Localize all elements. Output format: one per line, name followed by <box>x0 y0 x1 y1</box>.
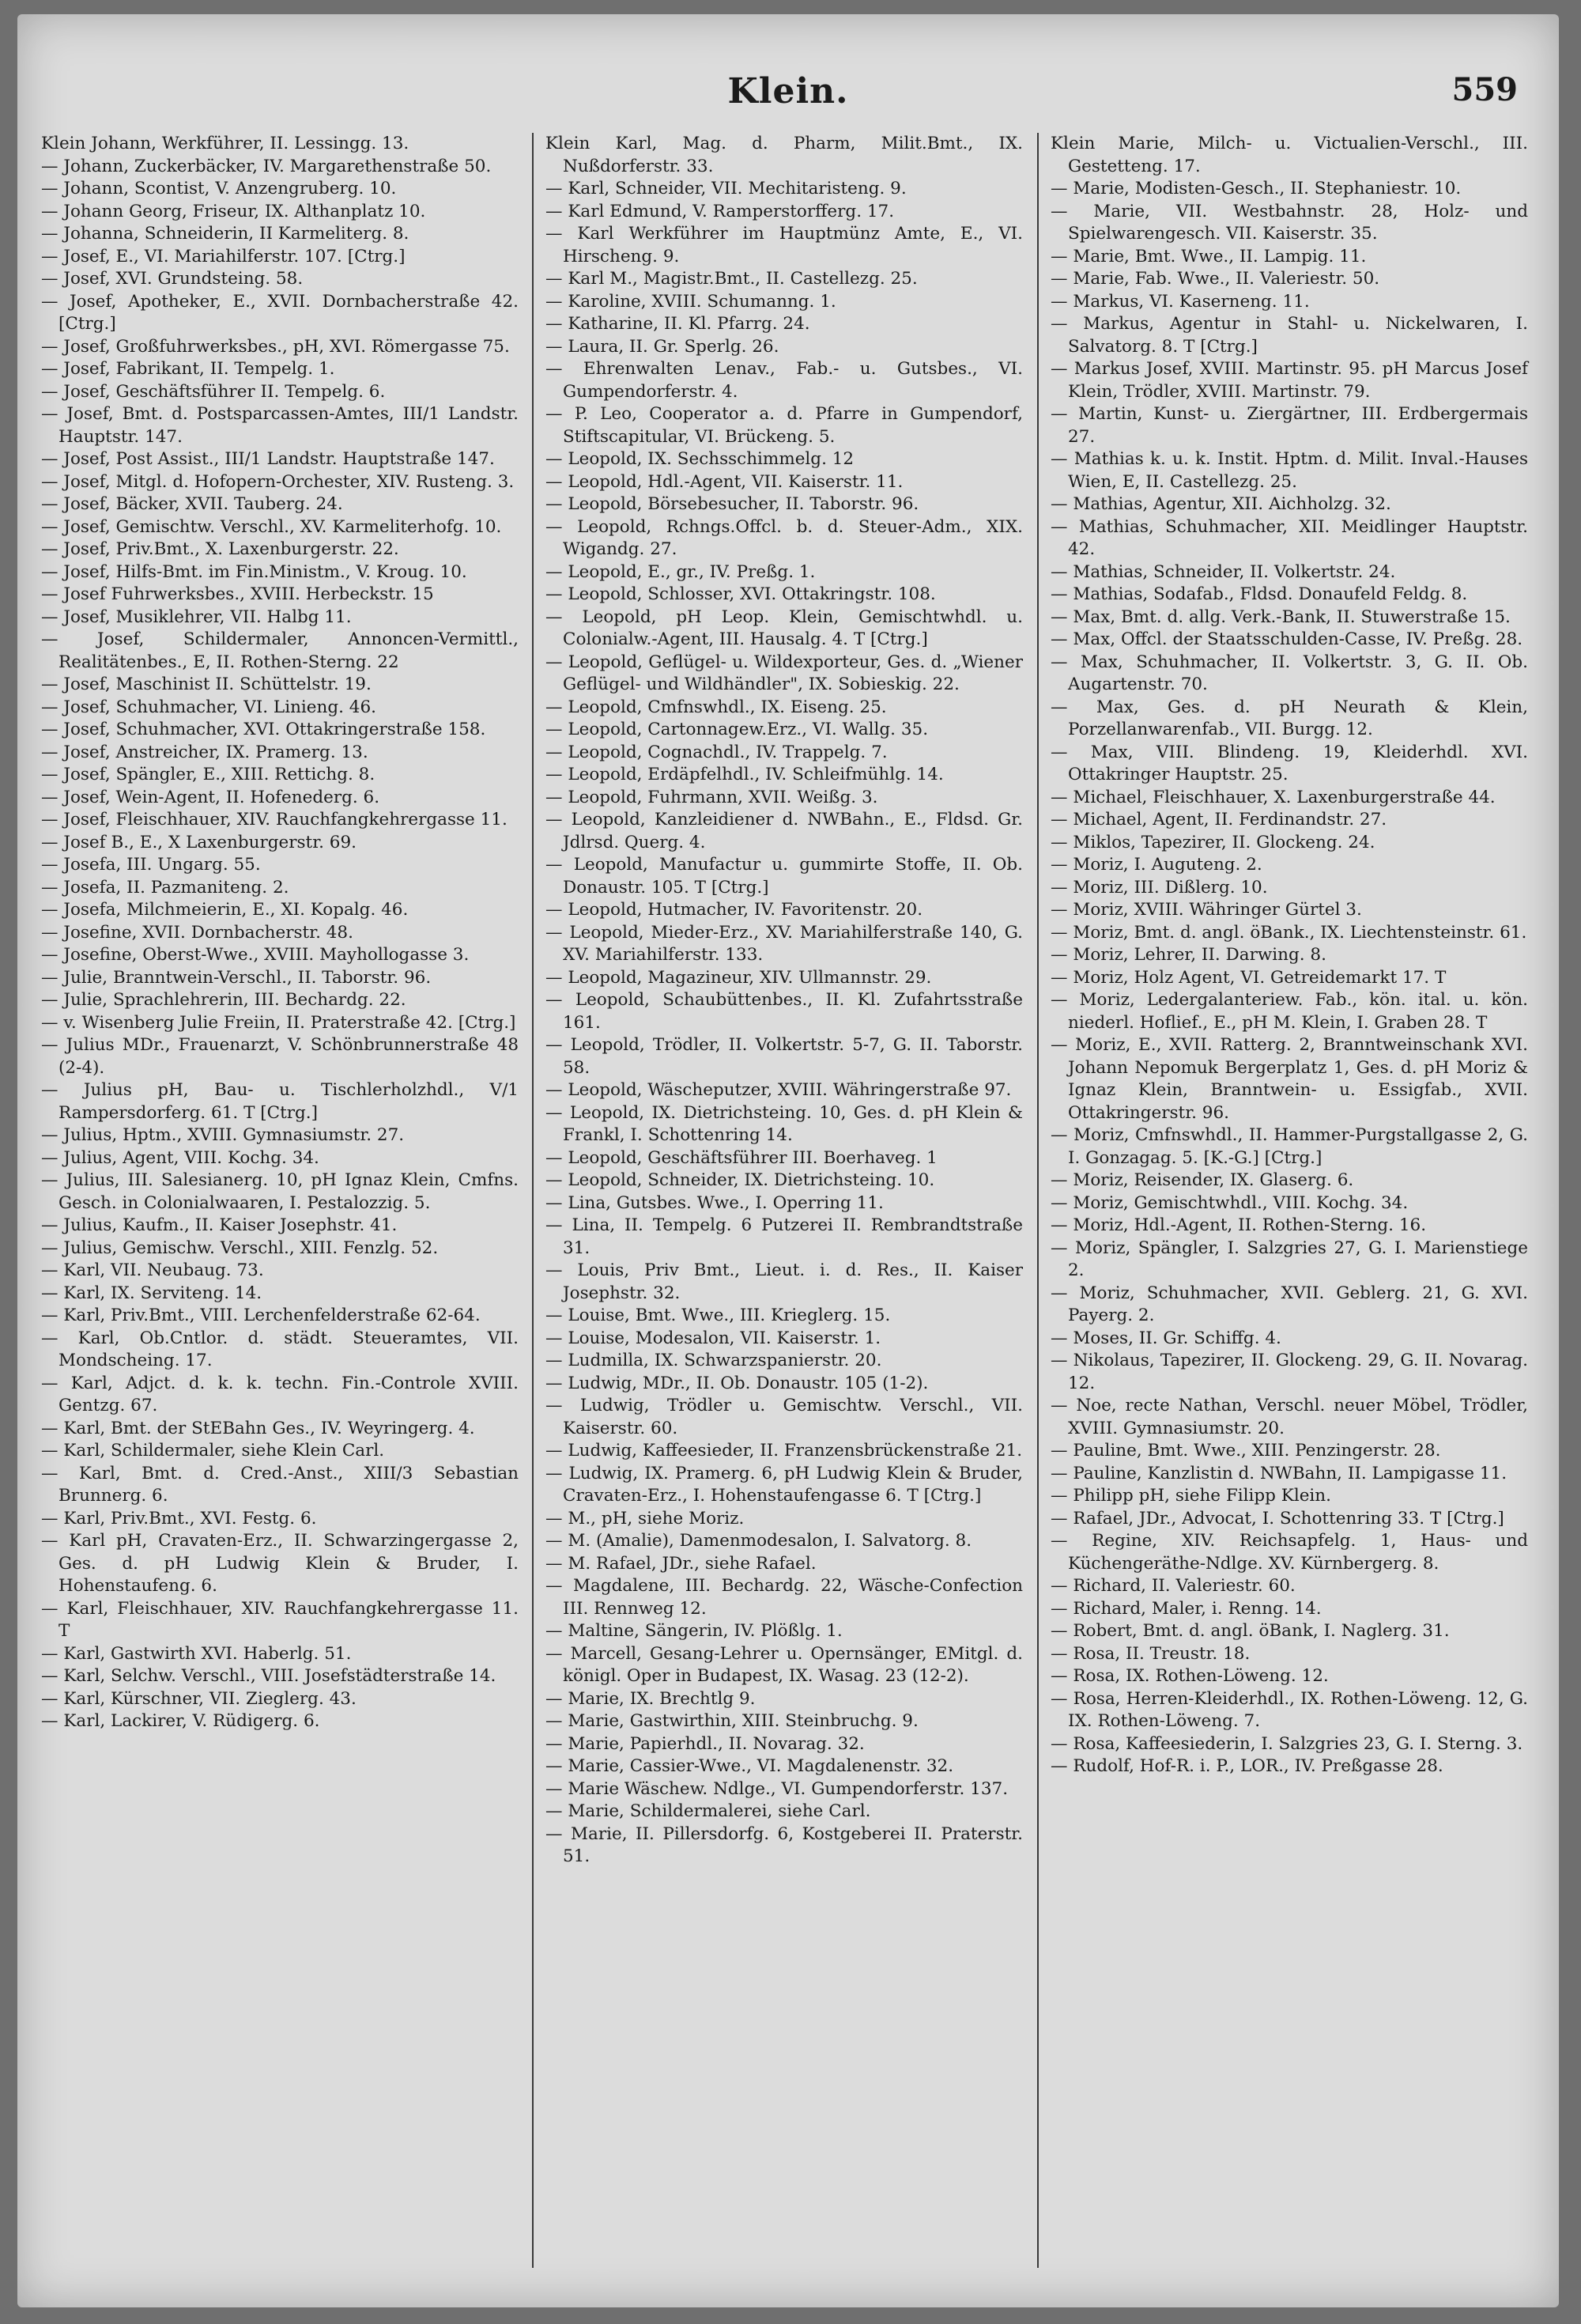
directory-entry: — Marie, VII. Westbahnstr. 28, Holz- und Spielwarengesch. VII. Kaiserstr. 35. <box>1051 201 1528 244</box>
directory-entry: — Louise, Bmt. Wwe., III. Krieglerg. 15. <box>545 1306 891 1325</box>
directory-entry: — M., pH, siehe Moriz. <box>545 1508 745 1529</box>
directory-entry: — Josefa, Milchmeierin, E., XI. Kopalg. 46. <box>41 900 409 920</box>
directory-entry: — Leopold, Hutmacher, IV. Favoritenstr. 20. <box>545 900 923 920</box>
directory-entry: — Karl, Gastwirth XVI. Haberlg. 51. <box>41 1643 352 1664</box>
directory-entry: — Karl Edmund, V. Ramperstorfferg. 17. <box>545 201 895 221</box>
directory-entry: — Moriz, III. Dißlerg. 10. <box>1051 877 1268 897</box>
directory-entry: — Mathias, Schuhmacher, XII. Meidlinger Hauptstr. 42. <box>1051 516 1528 559</box>
directory-entry: — Marie, Cassier-Wwe., VI. Magdalenenstr. 32. <box>545 1756 954 1776</box>
directory-entry: — Mathias k. u. k. Instit. Hptm. d. Milit. Inval.-Hauses Wien, E, II. Castellezg. 25. <box>1051 449 1528 492</box>
directory-entry: — Louis, Priv Bmt., Lieut. i. d. Res., II. Kaiser Josephstr. 32. <box>545 1260 1023 1303</box>
column-3 <box>1051 133 1531 2284</box>
directory-entry: — Moriz, Hdl.-Agent, II. Rothen-Sterng. 16. <box>1051 1215 1427 1235</box>
page-number: 559 <box>1451 71 1518 108</box>
directory-entry: — Nikolaus, Tapezirer, II. Glockeng. 29, G. II. Novarag. 12. <box>1051 1351 1528 1393</box>
directory-entry: — Leopold, Erdäpfelhdl., IV. Schleifmühlg. 14. <box>545 765 944 784</box>
directory-entry: — Marie Wäschew. Ndlge., VI. Gumpendorferstr. 137. <box>545 1778 1009 1799</box>
directory-entry: — Leopold, E., gr., IV. Preßg. 1. <box>545 561 816 582</box>
directory-entry: — Ludwig, Trödler u. Gemischtw. Verschl., VII. Kaiserstr. 60. <box>545 1396 1023 1438</box>
directory-entry: — Josefa, III. Ungarg. 55. <box>41 855 261 875</box>
directory-entry: — Leopold, Geschäftsführer III. Boerhaveg. 1 <box>545 1147 938 1168</box>
directory-entry: — Pauline, Bmt. Wwe., XIII. Penzingerstr. 28. <box>1051 1441 1441 1461</box>
directory-entry: — Josef, Musiklehrer, VII. Halbg 11. <box>41 607 352 627</box>
directory-entry: — Max, VIII. Blindeng. 19, Kleiderhdl. XVI. Ottakringer Hauptstr. 25. <box>1051 742 1528 784</box>
directory-entry: — Leopold, Börsebesucher, II. Taborstr. 96. <box>545 494 919 514</box>
directory-entry: — Noe, recte Nathan, Verschl. neuer Möbel, Trödler, XVIII. Gymnasiumstr. 20. <box>1051 1396 1528 1438</box>
directory-entry: — Max, Offcl. der Staatsschulden-Casse, IV. Preßg. 28. <box>1051 629 1523 649</box>
directory-entry: — Karl pH, Cravaten-Erz., II. Schwarzingergasse 2, Ges. d. pH Ludwig Klein & Bruder, I. Hohenstaufeng. 6. <box>41 1531 519 1596</box>
directory-entry: — Josef, Hilfs-Bmt. im Fin.Ministm., V. Kroug. 10. <box>41 561 467 582</box>
directory-entry: — Johanna, Schneiderin, II Karmeliterg. 8. <box>41 224 409 244</box>
directory-entry: — Julie, Branntwein-Verschl., II. Taborstr. 96. <box>41 967 432 988</box>
directory-entry: — Rosa, IX. Rothen-Löweng. 12. <box>1051 1666 1329 1686</box>
directory-entry: — Karl, Schneider, VII. Mechitaristeng. 9. <box>545 179 907 198</box>
directory-entry: — Josef, Geschäftsführer II. Tempelg. 6. <box>41 381 386 402</box>
page-title: Klein. <box>727 71 849 111</box>
directory-entry: — Moses, II. Gr. Schiffg. 4. <box>1051 1328 1281 1348</box>
directory-entry: — Karl M., Magistr.Bmt., II. Castellezg. 25. <box>545 269 918 289</box>
directory-entry: Klein Marie, Milch- u. Victualien-Verschl., III. Gestetteng. 17. <box>1051 134 1528 176</box>
directory-entry: — Leopold, Cmfnswhdl., IX. Eiseng. 25. <box>545 697 887 717</box>
directory-entry: — Karl, Adjct. d. k. k. techn. Fin.-Controle XVIII. Gentzg. 67. <box>41 1373 519 1415</box>
directory-entry: — Julius, Kaufm., II. Kaiser Josephstr. 41. <box>41 1215 398 1235</box>
directory-entry: — Johann, Zuckerbäcker, IV. Margarethenstraße 50. <box>41 156 492 176</box>
directory-entry: — Josef, Fabrikant, II. Tempelg. 1. <box>41 359 335 379</box>
directory-entry: — Josef, Spängler, E., XIII. Rettichg. 8. <box>41 765 375 784</box>
directory-entry: Klein Karl, Mag. d. Pharm, Milit.Bmt., IX. Nußdorferstr. 33. <box>545 134 1023 176</box>
directory-entry: — Marie, Schildermalerei, siehe Carl. <box>545 1801 871 1821</box>
directory-entry: — Leopold, Kanzleidiener d. NWBahn., E., Fldsd. Gr. Jdlrsd. Querg. 4. <box>545 810 1023 852</box>
directory-entry: — Julie, Sprachlehrerin, III. Bechardg. 22. <box>41 990 406 1010</box>
directory-entry: — Josef, Apotheker, E., XVII. Dornbacherstraße 42. [Ctrg.] <box>41 291 519 334</box>
directory-entry: — Moriz, XVIII. Währinger Gürtel 3. <box>1051 900 1362 920</box>
directory-entry: — Moriz, Gemischtwhdl., VIII. Kochg. 34. <box>1051 1192 1409 1213</box>
directory-entry: — Mathias, Agentur, XII. Aichholzg. 32. <box>1051 494 1391 514</box>
directory-entry: — Leopold, IX. Dietrichsteing. 10, Ges. d. pH Klein & Frankl, I. Schottenring 14. <box>545 1102 1023 1145</box>
directory-entry: — Leopold, Rchngs.Offcl. b. d. Steuer-Adm., XIX. Wigandg. 27. <box>545 516 1023 559</box>
directory-entry: — Rafael, JDr., Advocat, I. Schottenring 33. T [Ctrg.] <box>1051 1508 1504 1529</box>
directory-entry: — Leopold, Wäscheputzer, XVIII. Währingerstraße 97. <box>545 1080 1012 1100</box>
directory-entry: — Karl, Fleischhauer, XIV. Rauchfangkehrergasse 11. T <box>41 1598 519 1641</box>
directory-entry: — Michael, Agent, II. Ferdinandstr. 27. <box>1051 810 1387 829</box>
directory-entry: — Marie, Bmt. Wwe., II. Lampig. 11. <box>1051 246 1367 266</box>
directory-entry: — Josef Fuhrwerksbes., XVIII. Herbeckstr. 15 <box>41 584 434 604</box>
directory-entry: — v. Wisenberg Julie Freiin, II. Praterstraße 42. [Ctrg.] <box>41 1012 516 1033</box>
directory-entry: — P. Leo, Cooperator a. d. Pfarre in Gumpendorf, Stiftscapitular, VI. Brückeng. 5. <box>545 404 1023 447</box>
directory-entry: — Josef, Schuhmacher, VI. Linieng. 46. <box>41 697 376 717</box>
directory-entry: — Regine, XIV. Reichsapfelg. 1, Haus- und Küchengeräthe-Ndlge. XV. Kürnbergerg. 8. <box>1051 1531 1528 1574</box>
directory-entry: — Josef, Bmt. d. Postsparcassen-Amtes, III/1 Landstr. Hauptstr. 147. <box>41 404 519 447</box>
directory-entry: — Josef, Schuhmacher, XVI. Ottakringerstraße 158. <box>41 720 486 739</box>
directory-entry: — Moriz, Lehrer, II. Darwing. 8. <box>1051 945 1326 965</box>
directory-entry: — Leopold, Hdl.-Agent, VII. Kaiserstr. 11. <box>545 471 904 492</box>
directory-entry: — Leopold, Mieder-Erz., XV. Mariahilferstraße 140, G. XV. Mariahilferstr. 133. <box>545 922 1023 965</box>
directory-entry: — Rosa, Herren-Kleiderhdl., IX. Rothen-Löweng. 12, G. IX. Rothen-Löweng. 7. <box>1051 1688 1528 1731</box>
page-header <box>17 71 1559 127</box>
directory-entry: — Josef, Wein-Agent, II. Hofenederg. 6. <box>41 787 380 807</box>
directory-entry: — Moriz, I. Auguteng. 2. <box>1051 855 1262 875</box>
directory-entry: — Rudolf, Hof-R. i. P., LOR., IV. Preßgasse 28. <box>1051 1756 1443 1776</box>
directory-entry: — Miklos, Tapezirer, II. Glockeng. 24. <box>1051 832 1375 852</box>
directory-entry: — Josef, Mitgl. d. Hofopern-Orchester, XIV. Rusteng. 3. <box>41 471 515 492</box>
directory-entry: — Leopold, Fuhrmann, XVII. Weißg. 3. <box>545 787 878 807</box>
directory-entry: — Leopold, Cognachdl., IV. Trappelg. 7. <box>545 742 888 762</box>
directory-entry: — Michael, Fleischhauer, X. Laxenburgerstraße 44. <box>1051 787 1496 807</box>
directory-entry: — Josef, Anstreicher, IX. Pramerg. 13. <box>41 742 368 762</box>
directory-entry: — Julius MDr., Frauenarzt, V. Schönbrunnerstraße 48 (2-4). <box>41 1035 519 1078</box>
directory-entry: — Mathias, Sodafab., Fldsd. Donaufeld Feldg. 8. <box>1051 584 1468 604</box>
directory-entry: — Josef, Priv.Bmt., X. Laxenburgerstr. 22. <box>41 539 399 559</box>
directory-entry: — Pauline, Kanzlistin d. NWBahn, II. Lampigasse 11. <box>1051 1463 1507 1483</box>
directory-entry: — Karl, Priv.Bmt., XVI. Festg. 6. <box>41 1508 317 1529</box>
directory-entry: — Josef B., E., X Laxenburgerstr. 69. <box>41 832 357 852</box>
directory-entry: — Moriz, Schuhmacher, XVII. Geblerg. 21, G. XVI. Payerg. 2. <box>1051 1283 1528 1325</box>
directory-entry: — Markus Josef, XVIII. Martinstr. 95. pH Marcus Josef Klein, Trödler, XVIII. Martinstr. 79. <box>1051 359 1528 402</box>
directory-entry: — Leopold, Magazineur, XIV. Ullmannstr. 29. <box>545 967 932 988</box>
directory-entry: — M. Rafael, JDr., siehe Rafael. <box>545 1553 817 1574</box>
directory-entry: Klein Johann, Werkführer, II. Lessingg. 13. <box>41 134 409 153</box>
directory-entry: — Max, Schuhmacher, II. Volkertstr. 3, G. II. Ob. Augartenstr. 70. <box>1051 652 1528 694</box>
directory-entry: — Josefine, XVII. Dornbacherstr. 48. <box>41 922 353 943</box>
directory-entry: — Leopold, Manufactur u. gummirte Stoffe, II. Ob. Donaustr. 105. T [Ctrg.] <box>545 855 1023 897</box>
directory-entry: — Karl, Bmt. d. Cred.-Anst., XIII/3 Sebastian Brunnerg. 6. <box>41 1463 519 1506</box>
column-divider <box>1037 133 1039 2268</box>
directory-entry: — Moriz, Cmfnswhdl., II. Hammer-Purgstallgasse 2, G. I. Gonzagag. 5. [K.-G.] [Ctrg.] <box>1051 1125 1528 1168</box>
directory-entry: — Richard, Maler, i. Renng. 14. <box>1051 1598 1322 1619</box>
directory-entry: — Marie, Fab. Wwe., II. Valeriestr. 50. <box>1051 269 1380 289</box>
directory-entry: — Marie, Papierhdl., II. Novarag. 32. <box>545 1733 865 1754</box>
directory-entry: — Karl, VII. Neubaug. 73. <box>41 1260 264 1280</box>
directory-entry: — Johann, Scontist, V. Anzengruberg. 10. <box>41 179 397 198</box>
directory-entry: — Ehrenwalten Lenav., Fab.- u. Gutsbes., VI. Gumpendorferstr. 4. <box>545 359 1023 402</box>
directory-entry: — Josef, Schildermaler, Annoncen-Vermittl., Realitätenbes., E, II. Rothen-Sterng. 22 <box>41 629 519 672</box>
directory-entry: — Josef, XVI. Grundsteing. 58. <box>41 269 304 289</box>
directory-entry: — Mathias, Schneider, II. Volkertstr. 24. <box>1051 561 1396 582</box>
directory-entry: — Karl, Schildermaler, siehe Klein Carl. <box>41 1441 385 1461</box>
directory-entry: — Leopold, Schaubüttenbes., II. Kl. Zufahrtsstraße 161. <box>545 990 1023 1033</box>
directory-entry: — Marcell, Gesang-Lehrer u. Opernsänger, EMitgl. d. königl. Oper in Budapest, IX. Wasag. 23 (12-2). <box>545 1643 1023 1686</box>
directory-entry: — M. (Amalie), Damenmodesalon, I. Salvatorg. 8. <box>545 1531 972 1551</box>
directory-entry: — Karl, IX. Serviteng. 14. <box>41 1283 262 1303</box>
directory-entry: — Karoline, XVIII. Schumanng. 1. <box>545 291 836 312</box>
directory-entry: — Julius, Agent, VIII. Kochg. 34. <box>41 1147 319 1168</box>
directory-entry: — Ludwig, MDr., II. Ob. Donaustr. 105 (1-2). <box>545 1373 929 1393</box>
directory-entry: — Martin, Kunst- u. Ziergärtner, III. Erdbergermais 27. <box>1051 404 1528 447</box>
directory-entry: — Markus, VI. Kaserneng. 11. <box>1051 291 1310 312</box>
directory-entry: — Leopold, Schneider, IX. Dietrichsteing. 10. <box>545 1170 935 1190</box>
directory-entry: — Max, Bmt. d. allg. Verk.-Bank, II. Stuwerstraße 15. <box>1051 607 1511 627</box>
directory-entry: — Johann Georg, Friseur, IX. Althanplatz 10. <box>41 201 426 221</box>
directory-entry: — Josef, Gemischtw. Verschl., XV. Karmeliterhofg. 10. <box>41 516 502 537</box>
directory-entry: — Ludmilla, IX. Schwarzspanierstr. 20. <box>545 1351 882 1370</box>
directory-entry: — Rosa, Kaffeesiederin, I. Salzgries 23, G. I. Sterng. 3. <box>1051 1733 1523 1754</box>
directory-entry: — Marie, IX. Brechtlg 9. <box>545 1688 756 1709</box>
directory-entry: — Leopold, pH Leop. Klein, Gemischtwhdl. u. Colonialw.-Agent, III. Hausalg. 4. T [Ctrg.] <box>545 607 1023 649</box>
directory-entry: — Markus, Agentur in Stahl- u. Nickelwaren, I. Salvatorg. 8. T [Ctrg.] <box>1051 314 1528 357</box>
directory-entry: — Josef, Maschinist II. Schüttelstr. 19. <box>41 675 372 694</box>
directory-entry: — Lina, II. Tempelg. 6 Putzerei II. Rembrandtstraße 31. <box>545 1215 1023 1258</box>
column-divider <box>532 133 534 2268</box>
directory-page <box>17 14 1559 2307</box>
directory-entry: — Louise, Modesalon, VII. Kaiserstr. 1. <box>545 1328 881 1348</box>
directory-entry: — Leopold, Geflügel- u. Wildexporteur, Ges. d. „Wiener Geflügel- und Wildhändler", IX. Sobieskig. 22. <box>545 652 1023 694</box>
directory-entry: — Marie, Gastwirthin, XIII. Steinbruchg. 9. <box>545 1711 919 1731</box>
directory-entry: — Magdalene, III. Bechardg. 22, Wäsche-Confection III. Rennweg 12. <box>545 1576 1023 1619</box>
directory-entry: — Josef, Fleischhauer, XIV. Rauchfangkehrergasse 11. <box>41 810 508 829</box>
directory-entry: — Josef, Großfuhrwerksbes., pH, XVI. Römergasse 75. <box>41 336 510 357</box>
directory-entry: — Julius, Gemischw. Verschl., XIII. Fenzlg. 52. <box>41 1238 439 1258</box>
directory-entry: — Moriz, Reisender, IX. Glaserg. 6. <box>1051 1170 1354 1190</box>
directory-entry: — Josef, Bäcker, XVII. Tauberg. 24. <box>41 494 343 514</box>
directory-entry: — Moriz, Spängler, I. Salzgries 27, G. I. Marienstiege 2. <box>1051 1238 1528 1280</box>
directory-entry: — Leopold, Schlosser, XVI. Ottakringstr. 108. <box>545 584 936 604</box>
directory-entry: — Karl, Bmt. der StEBahn Ges., IV. Weyringerg. 4. <box>41 1418 475 1438</box>
directory-entry: — Marie, Modisten-Gesch., II. Stephaniestr. 10. <box>1051 179 1462 198</box>
directory-entry: — Karl, Lackirer, V. Rüdigerg. 6. <box>41 1711 320 1731</box>
directory-entry: — Leopold, Cartonnagew.Erz., VI. Wallg. 35. <box>545 720 929 739</box>
directory-entry: — Karl Werkführer im Hauptmünz Amte, E., VI. Hirscheng. 9. <box>545 224 1023 266</box>
directory-entry: — Lina, Gutsbes. Wwe., I. Operring 11. <box>545 1192 884 1213</box>
directory-entry: — Marie, II. Pillersdorfg. 6, Kostgeberei II. Praterstr. 51. <box>545 1823 1023 1866</box>
directory-entry: — Laura, II. Gr. Sperlg. 26. <box>545 336 779 357</box>
directory-entry: — Moriz, Bmt. d. angl. öBank., IX. Liechtensteinstr. 61. <box>1051 922 1527 943</box>
directory-entry: — Robert, Bmt. d. angl. öBank, I. Naglerg. 31. <box>1051 1621 1450 1641</box>
directory-entry: — Josef, E., VI. Mariahilferstr. 107. [Ctrg.] <box>41 246 406 266</box>
directory-entry: — Moriz, Holz Agent, VI. Getreidemarkt 17. T <box>1051 967 1447 988</box>
directory-entry: — Josef, Post Assist., III/1 Landstr. Hauptstraße 147. <box>41 449 495 469</box>
directory-entry: — Karl, Ob.Cntlor. d. städt. Steueramtes, VII. Mondscheing. 17. <box>41 1328 519 1370</box>
directory-entry: — Rosa, II. Treustr. 18. <box>1051 1643 1251 1664</box>
column-2 <box>545 133 1026 2284</box>
directory-entry: — Leopold, Trödler, II. Volkertstr. 5-7, G. II. Taborstr. 58. <box>545 1035 1023 1078</box>
directory-entry: — Leopold, IX. Sechsschimmelg. 12 <box>545 449 855 469</box>
directory-entry: — Ludwig, Kaffeesieder, II. Franzensbrückenstraße 21. <box>545 1441 1023 1461</box>
directory-entry: — Julius, Hptm., XVIII. Gymnasiumstr. 27. <box>41 1125 405 1145</box>
directory-entry: — Julius pH, Bau- u. Tischlerholzhdl., V/1 Rampersdorferg. 61. T [Ctrg.] <box>41 1080 519 1123</box>
directory-entry: — Josefa, II. Pazmaniteng. 2. <box>41 877 289 897</box>
directory-entry: — Josefine, Oberst-Wwe., XVIII. Mayhollogasse 3. <box>41 945 470 965</box>
directory-entry: — Richard, II. Valeriestr. 60. <box>1051 1576 1296 1596</box>
directory-entry: — Maltine, Sängerin, IV. Plößlg. 1. <box>545 1621 843 1641</box>
directory-entry: — Moriz, Ledergalanteriew. Fab., kön. ital. u. kön. niederl. Hoflief., E., pH M. Klein, I. Graben 28. T <box>1051 990 1528 1033</box>
directory-entry: — Philipp pH, siehe Filipp Klein. <box>1051 1486 1331 1506</box>
directory-entry: — Karl, Selchw. Verschl., VIII. Josefstädterstraße 14. <box>41 1666 496 1686</box>
directory-entry: — Max, Ges. d. pH Neurath & Klein, Porzellanwarenfab., VII. Burgg. 12. <box>1051 697 1528 739</box>
directory-entry: — Ludwig, IX. Pramerg. 6, pH Ludwig Klein & Bruder, Cravaten-Erz., I. Hohenstaufengasse 6. T [Ctrg.] <box>545 1463 1023 1506</box>
directory-entry: — Julius, III. Salesianerg. 10, pH Ignaz Klein, Cmfns. Gesch. in Colonialwaaren, I. Pestalozzig. 5. <box>41 1170 519 1213</box>
directory-entry: — Moriz, E., XVII. Ratterg. 2, Branntweinschank XVI. Johann Nepomuk Bergerplatz 1, Ges. d. pH Moriz & Ignaz Klein, Branntwein- u. Essigfab., XVII. Ottakringerstr. 96. <box>1051 1035 1528 1123</box>
column-1 <box>41 133 522 2284</box>
directory-entry: — Karl, Priv.Bmt., VIII. Lerchenfelderstraße 62-64. <box>41 1306 481 1325</box>
directory-entry: — Karl, Kürschner, VII. Zieglerg. 43. <box>41 1688 357 1709</box>
directory-entry: — Katharine, II. Kl. Pfarrg. 24. <box>545 314 810 334</box>
